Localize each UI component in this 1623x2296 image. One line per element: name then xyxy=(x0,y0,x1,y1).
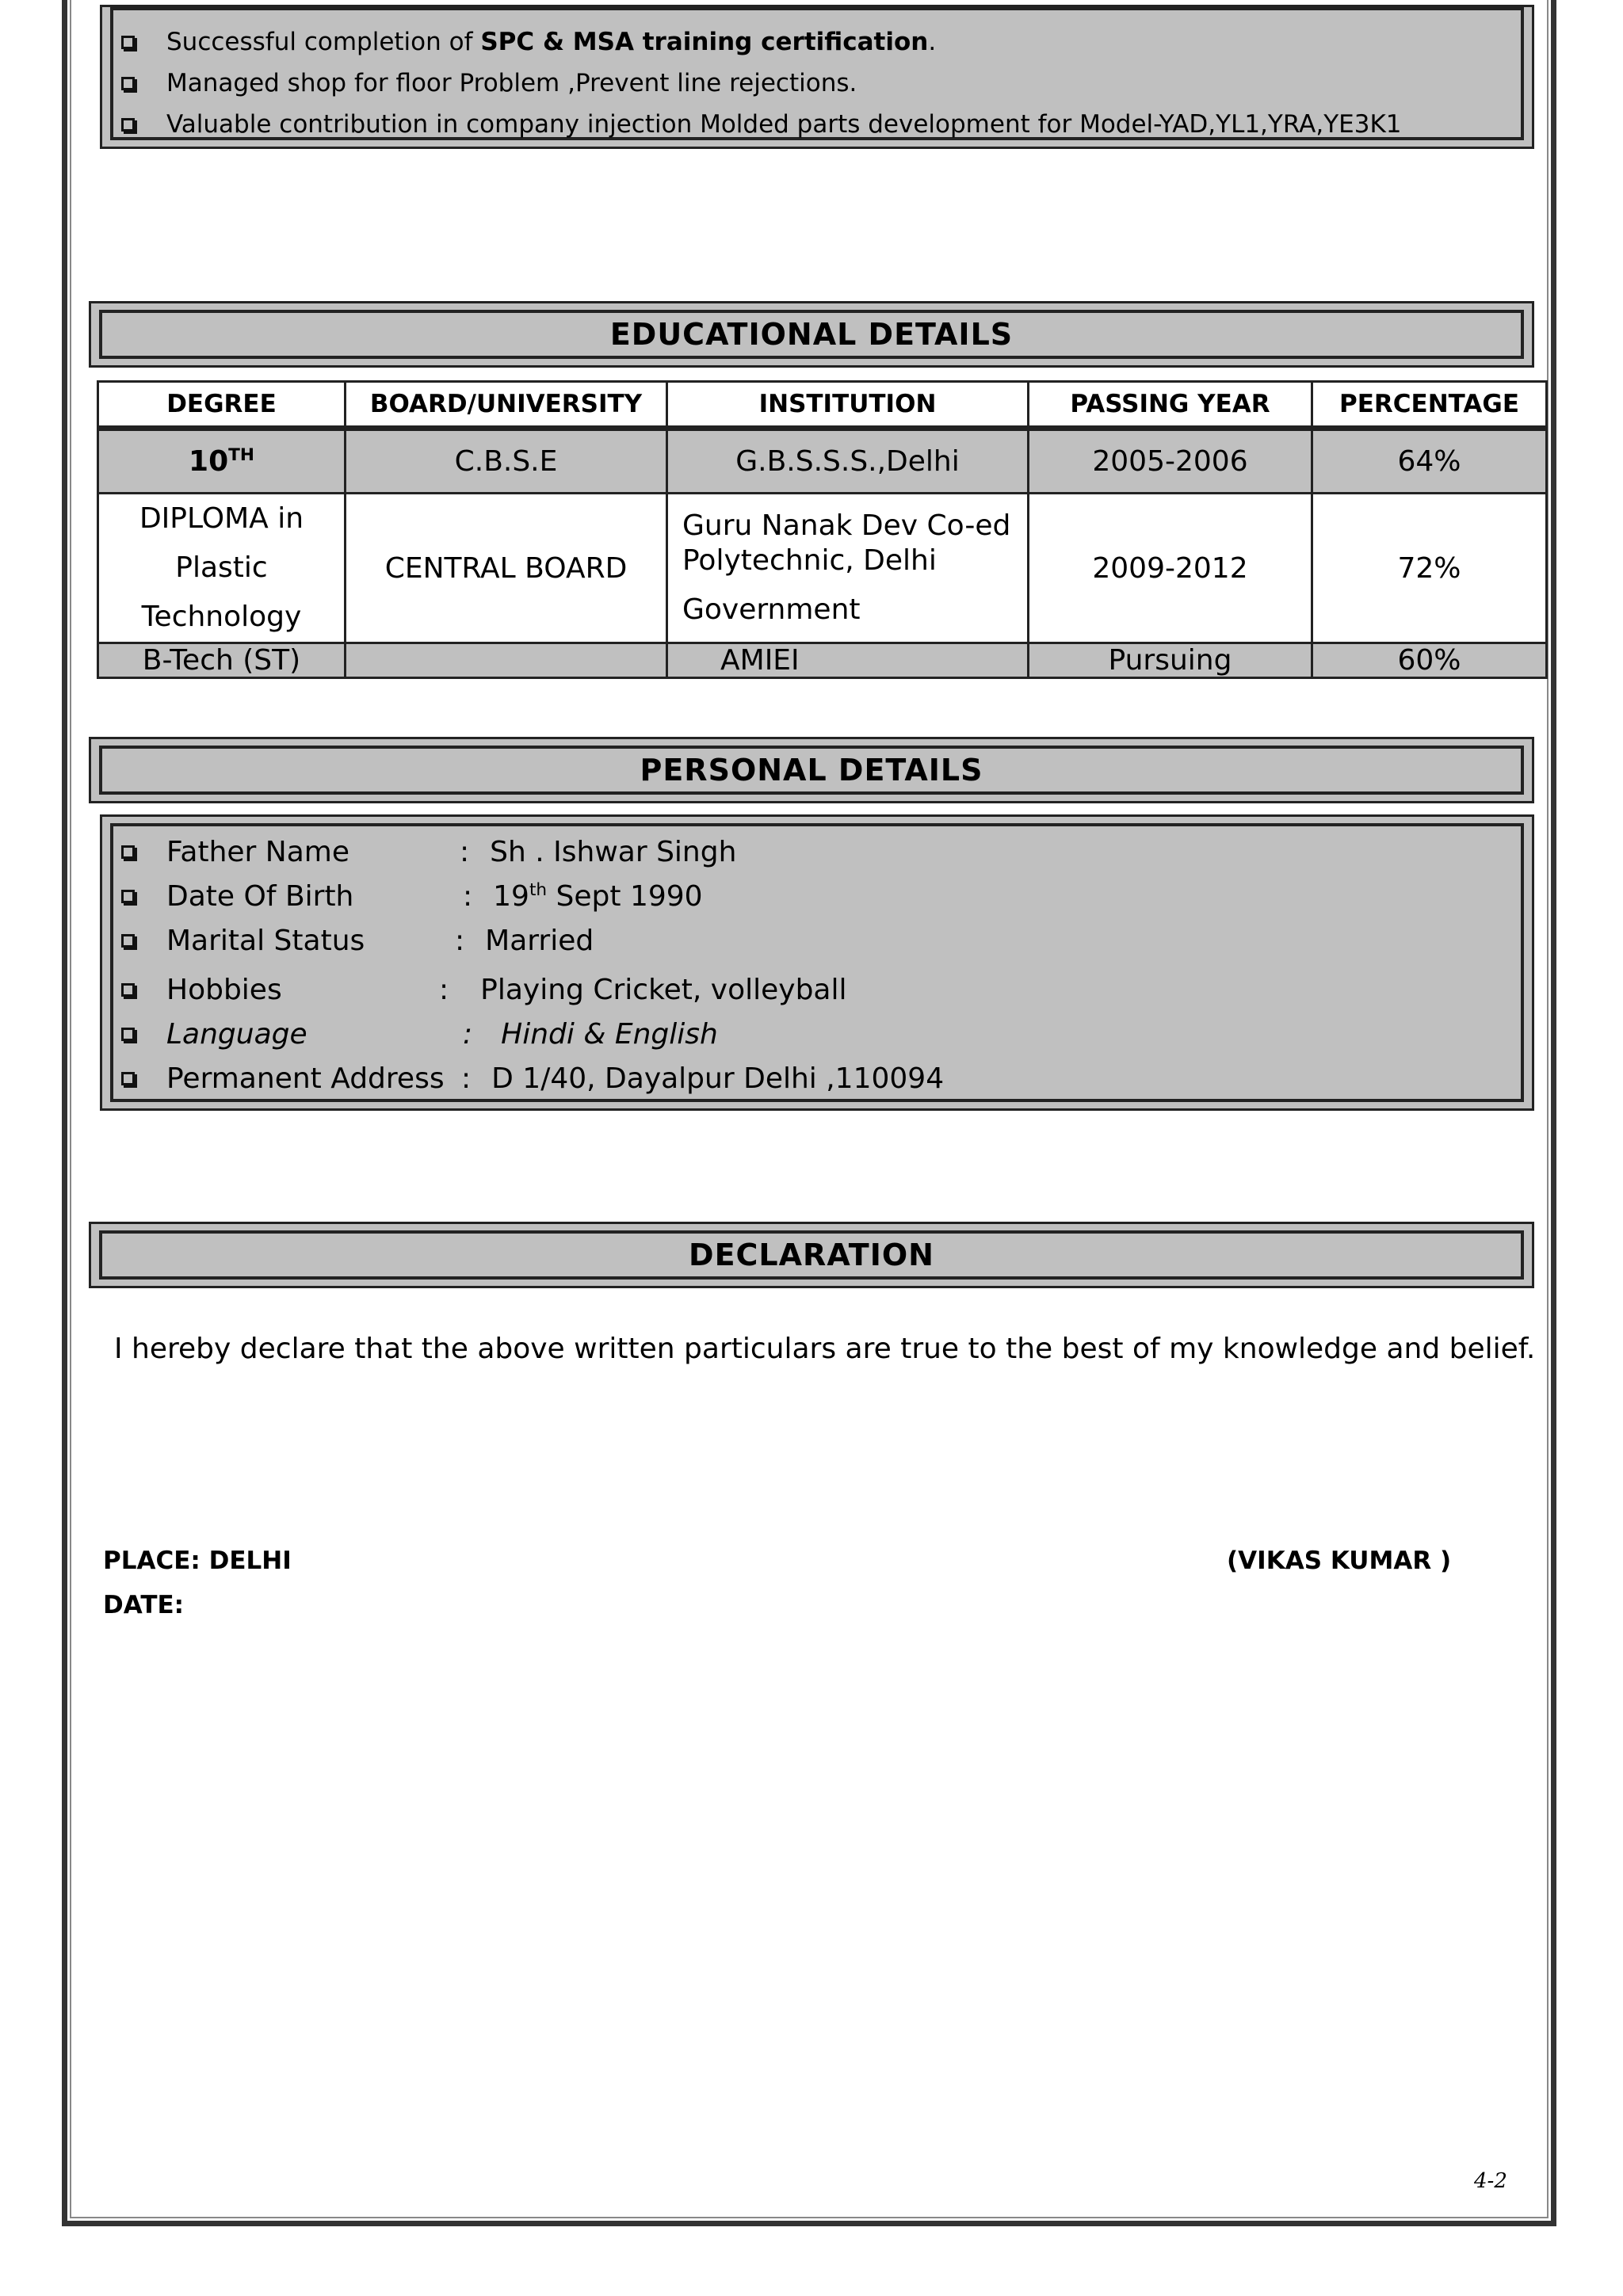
achievement-text: Successful completion of SPC & MSA training certification. xyxy=(166,28,937,56)
personal-item-father: Father Name : Sh . Ishwar Singh xyxy=(121,836,736,868)
checkbox-icon xyxy=(121,77,135,90)
personal-item-hobbies: Hobbies : Playing Cricket, volleyball xyxy=(121,974,846,1006)
personal-item-dob: Date Of Birth : 19th Sept 1990 xyxy=(121,880,703,913)
achievement-text: Managed shop for floor Problem ,Prevent line rejections. xyxy=(166,69,857,97)
declaration-header xyxy=(89,1222,1534,1288)
checkbox-icon xyxy=(121,118,135,132)
checkbox-icon xyxy=(121,890,135,903)
cell-percentage: 72% xyxy=(1312,494,1547,643)
checkbox-icon xyxy=(121,1028,135,1041)
cell-degree: B-Tech (ST) xyxy=(98,643,346,678)
header-degree: DEGREE xyxy=(98,382,346,429)
education-table xyxy=(97,380,1548,679)
checkbox-icon xyxy=(121,845,135,859)
personal-title: PERSONAL DETAILS xyxy=(640,753,983,788)
checkbox-icon xyxy=(121,934,135,948)
cell-institution: AMIEI xyxy=(667,643,1029,678)
place-label: PLACE: DELHI xyxy=(103,1547,292,1575)
education-header xyxy=(89,301,1534,368)
achievements-box xyxy=(100,5,1534,149)
cell-year: Pursuing xyxy=(1029,643,1312,678)
achievement-item xyxy=(121,28,936,56)
personal-item-marital: Marital Status : Married xyxy=(121,925,594,957)
declaration-text: I hereby declare that the above written particulars are true to the best of my knowledge and belief. xyxy=(114,1333,1536,1365)
cell-institution: Guru Nanak Dev Co-ed Polytechnic, Delhi Government xyxy=(667,494,1029,643)
table-row xyxy=(98,643,1547,678)
declaration-title: DECLARATION xyxy=(689,1238,934,1272)
table-header-row xyxy=(98,382,1547,429)
cell-percentage: 60% xyxy=(1312,643,1547,678)
cell-degree: DIPLOMA in Plastic Technology xyxy=(98,494,346,643)
date-label: DATE: xyxy=(103,1591,185,1619)
personal-item-address: Permanent Address : D 1/40, Dayalpur Delhi ,110094 xyxy=(121,1062,944,1095)
header-board: BOARD/UNIVERSITY xyxy=(346,382,667,429)
cell-board: CENTRAL BOARD xyxy=(346,494,667,643)
cell-percentage: 64% xyxy=(1312,429,1547,494)
table-row xyxy=(98,494,1547,643)
header-institution: INSTITUTION xyxy=(667,382,1029,429)
cell-year: 2009-2012 xyxy=(1029,494,1312,643)
achievement-item xyxy=(121,69,857,97)
page-number: 4-2 xyxy=(1474,2169,1507,2193)
cell-degree: 10TH xyxy=(98,429,346,494)
personal-item-language: Language : Hindi & English xyxy=(121,1018,718,1051)
header-percentage: PERCENTAGE xyxy=(1312,382,1547,429)
achievement-item xyxy=(121,110,1402,139)
checkbox-icon xyxy=(121,1072,135,1085)
education-title: EDUCATIONAL DETAILS xyxy=(609,317,1014,352)
checkbox-icon xyxy=(121,983,135,997)
signature-name: (VIKAS KUMAR ) xyxy=(1227,1547,1452,1575)
checkbox-icon xyxy=(121,36,135,49)
cell-institution: G.B.S.S.S.,Delhi xyxy=(667,429,1029,494)
table-row xyxy=(98,429,1547,494)
cell-year: 2005-2006 xyxy=(1029,429,1312,494)
cell-board xyxy=(346,643,667,678)
personal-header xyxy=(89,737,1534,803)
achievement-text: Valuable contribution in company injection Molded parts development for Model-YAD,YL1,YRA,YE3K1 xyxy=(166,110,1402,139)
cell-board: C.B.S.E xyxy=(346,429,667,494)
personal-box xyxy=(100,814,1534,1111)
header-passing-year: PASSING YEAR xyxy=(1029,382,1312,429)
